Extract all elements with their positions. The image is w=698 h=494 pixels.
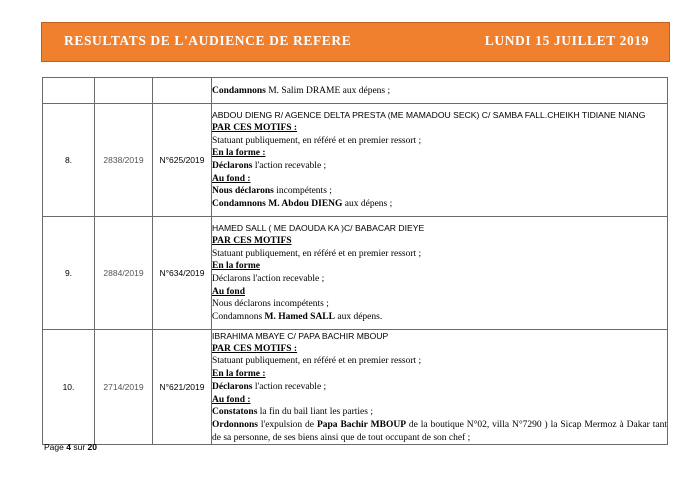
decision-line: Statuant publiquement, en référé et en premier ressort ; (212, 356, 422, 367)
row-number: 10. (43, 330, 95, 445)
section-heading: Au fond (212, 286, 245, 297)
decision-line: Déclarons l'action recevable ; (212, 381, 327, 392)
decision-cell (212, 330, 668, 445)
section-heading: En la forme (212, 261, 261, 272)
decision-line: Condamnons M. Salim DRAME aux dépens ; (212, 85, 391, 96)
decision-line: Déclarons l'action recevable ; (212, 161, 327, 171)
footer-page-total: 20 (87, 442, 97, 452)
decision-line: Nous déclarons incompétents ; (212, 186, 332, 197)
file-number (95, 78, 153, 104)
table-row (43, 78, 668, 104)
decision-line: Condamnons M. Hamed SALL aux dépens. (212, 312, 383, 323)
header-title: RESULTATS DE L'AUDIENCE DE REFERE (64, 33, 352, 48)
section-heading: En la forme : (212, 148, 266, 159)
section-heading: Au fond : (212, 394, 251, 405)
section-heading: PAR CES MOTIFS : (212, 122, 298, 133)
page-header-banner (41, 22, 670, 62)
case-number: N°625/2019 (153, 104, 212, 217)
footer-page-label: Page (44, 442, 64, 452)
decision-line: Ordonnons l'expulsion de Papa Bachir MBOUP de la boutique N°02, villa N°7290 ) la Sicap Mermoz à Dakar tant de sa personne, de ses biens ainsi que de tout occupant de son chef ; (212, 419, 668, 443)
decision-line: Déclarons l'action recevable ; (212, 274, 325, 284)
section-heading: En la forme : (212, 369, 266, 380)
footer-of-label: sur (73, 442, 86, 452)
file-number: 2884/2019 (95, 217, 153, 330)
decision-cell (212, 78, 668, 104)
decision-line: Condamnons M. Abdou DIENG aux dépens ; (212, 199, 393, 210)
table-row (43, 217, 668, 330)
decision-cell (212, 104, 668, 217)
decision-line: Constatons la fin du bail liant les parties ; (212, 407, 373, 418)
row-number: 8. (43, 104, 95, 217)
table-row (43, 104, 668, 217)
header-date: LUNDI 15 JUILLET 2019 (484, 33, 649, 48)
row-number: 9. (43, 217, 95, 330)
decision-cell (212, 217, 668, 330)
case-number (153, 78, 212, 104)
page-footer (44, 442, 97, 452)
case-parties: ABDOU DIENG R/ AGENCE DELTA PRESTA (ME MAMADOU SECK) C/ SAMBA FALL.CHEIKH TIDIANE NIANG (212, 110, 646, 121)
case-parties: HAMED SALL ( ME DAOUDA KA )C/ BABACAR DIEYE (212, 223, 425, 234)
file-number: 2838/2019 (95, 104, 153, 217)
case-parties: IBRAHIMA MBAYE C/ PAPA BACHIR MBOUP (212, 331, 389, 341)
section-heading: Au fond : (212, 173, 251, 184)
case-number: N°634/2019 (153, 217, 212, 330)
decision-line: Statuant publiquement, en référé et en premier ressort ; (212, 248, 422, 259)
section-heading: PAR CES MOTIFS (212, 235, 292, 246)
case-number: N°621/2019 (153, 330, 212, 445)
table-row (43, 330, 668, 445)
section-heading: PAR CES MOTIFS : (212, 343, 298, 354)
footer-page-current: 4 (66, 442, 71, 452)
decision-line: Nous déclarons incompétents ; (212, 299, 329, 310)
file-number: 2714/2019 (95, 330, 153, 445)
results-table (42, 77, 668, 445)
row-number (43, 78, 95, 104)
decision-line: Statuant publiquement, en référé et en premier ressort ; (212, 135, 422, 146)
